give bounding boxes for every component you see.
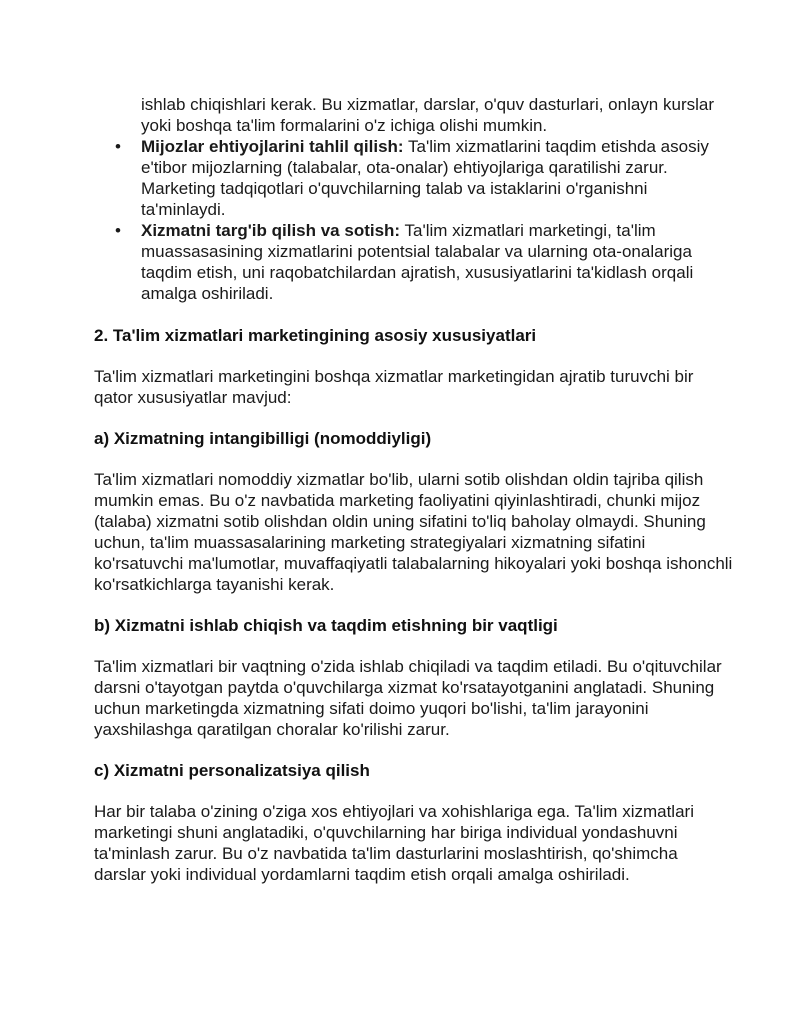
document-page bbox=[94, 94, 734, 885]
bullet-text: Ta'lim xizmatlari marketingi, ta'lim muassasasining xizmatlarini potentsial talabalar va ularning ota-onalariga taqdim etish, uni raqobatchilardan ajratish, xususiyatlarini ta'kidlash orqali amalga oshiriladi. bbox=[141, 221, 694, 303]
bullet-icon: • bbox=[115, 137, 121, 156]
bullet-term: Mijozlar ehtiyojlarini tahlil qilish: bbox=[141, 137, 404, 156]
subsection-paragraph-b: Ta'lim xizmatlari bir vaqtning o'zida ishlab chiqiladi va taqdim etiladi. Bu o'qituvchilar darsni o'tayotgan paytda o'quvchilarga xizmat ko'rsatayotganini anglatadi. Shuning uchun marketingda xizmatning sifati doimo yuqori bo'lishi, ta'lim jarayonini yaxshilashga qaratilgan choralar ko'rilishi zarur. bbox=[94, 657, 722, 739]
bullet-text: Ta'lim xizmatlarini taqdim etishda asosiy e'tibor mijozlarning (talabalar, ota-onalar) ehtiyojlariga qaratilishi zarur. Marketing tadqiqotlari o'quvchilarning talab va istaklarini o'rganishni ta'minlaydi. bbox=[141, 137, 709, 219]
bullet-term: Xizmatni targ'ib qilish va sotish: bbox=[141, 221, 401, 240]
bullet-icon: • bbox=[115, 221, 121, 240]
subsection-heading-c: c) Xizmatni personalizatsiya qilish bbox=[94, 761, 370, 780]
section-intro: Ta'lim xizmatlari marketingini boshqa xizmatlar marketingidan ajratib turuvchi bir qator xususiyatlar mavjud: bbox=[94, 367, 694, 407]
bullet-list bbox=[94, 136, 734, 304]
bullet-item-promotion bbox=[94, 220, 734, 304]
subsection-paragraph-a: Ta'lim xizmatlari nomoddiy xizmatlar bo'lib, ularni sotib olishdan oldin tajriba qilish mumkin emas. Bu o'z navbatida marketing faoliyatini qiyinlashtiradi, chunki mijoz (talaba) xizmatni sotib olishdan oldin uning sifatini to'liq baholay olmaydi. Shuning uchun, ta'lim muassasalarining marketing strategiyalari xizmatning sifatini ko'rsatuvchi ma'lumotlar, muvaffaqiyatli talabalarning hikoyalari yoki boshqa ishonchli ko'rsatkichlarga tayanishi kerak. bbox=[94, 470, 733, 594]
section-heading: 2. Ta'lim xizmatlari marketingining asosiy xususiyatlari bbox=[94, 326, 537, 345]
bullet-item-customer-needs bbox=[94, 136, 734, 220]
subsection-paragraph-c: Har bir talaba o'zining o'ziga xos ehtiyojlari va xohishlariga ega. Ta'lim xizmatlari marketingi shuni anglatadiki, o'quvchilarning har biriga individual yondashuvni ta'minlash zarur. Bu o'z navbatida ta'lim dasturlarini moslashtirish, qo'shimcha darslar yoki individual yordamlarni taqdim etish orqali amalga oshiriladi. bbox=[94, 802, 694, 884]
subsection-heading-b: b) Xizmatni ishlab chiqish va taqdim etishning bir vaqtligi bbox=[94, 616, 558, 635]
subsection-heading-a: a) Xizmatning intangibilligi (nomoddiyligi) bbox=[94, 429, 432, 448]
intro-continuation: ishlab chiqishlari kerak. Bu xizmatlar, darslar, o'quv dasturlari, onlayn kurslar yoki boshqa ta'lim formalarini o'z ichiga olishi mumkin. bbox=[141, 95, 714, 135]
